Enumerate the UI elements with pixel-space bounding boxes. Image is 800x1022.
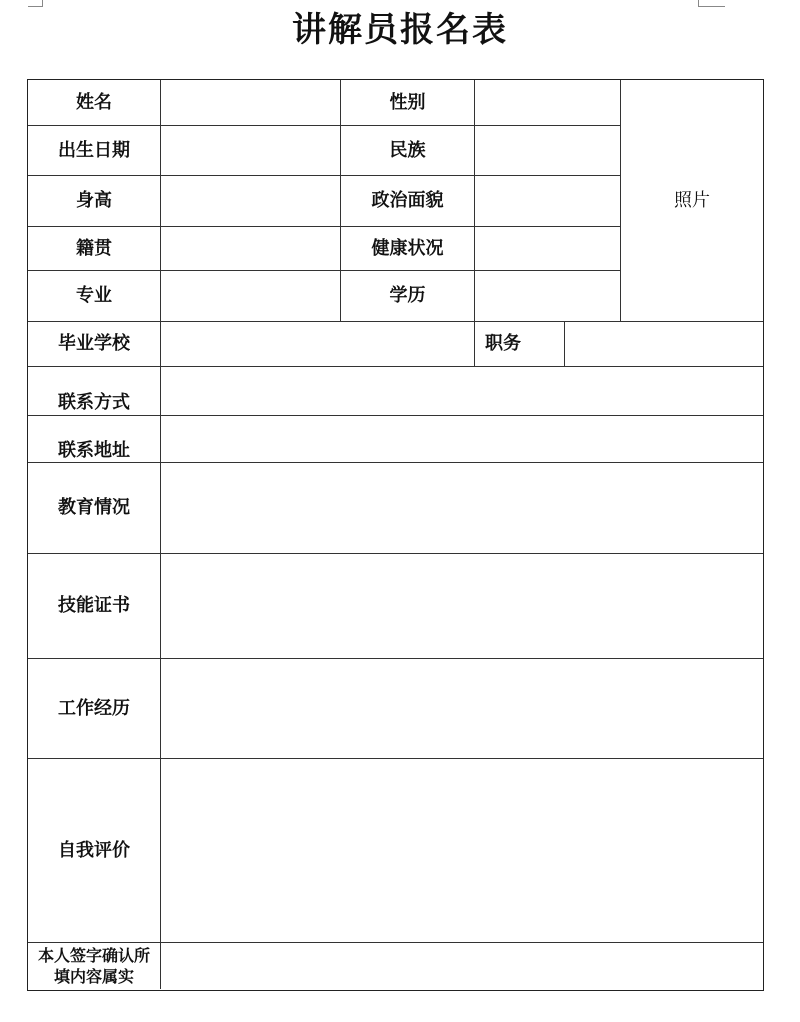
label-gender: 性别 xyxy=(341,80,475,126)
label-signature xyxy=(28,943,161,989)
address-field[interactable] xyxy=(161,416,763,463)
label-certificates: 技能证书 xyxy=(28,554,161,659)
native-place-field[interactable] xyxy=(161,227,341,271)
label-education: 教育情况 xyxy=(28,463,161,554)
education-field[interactable] xyxy=(161,463,763,554)
label-address: 联系地址 xyxy=(28,416,161,463)
page-corner-mark-right xyxy=(698,0,725,7)
label-education-level: 学历 xyxy=(341,271,475,322)
label-major: 专业 xyxy=(28,271,161,322)
label-position: 职务 xyxy=(475,322,565,367)
ethnicity-field[interactable] xyxy=(475,126,621,176)
self-evaluation-field[interactable] xyxy=(161,759,763,943)
signature-field[interactable] xyxy=(161,943,763,989)
registration-form-table xyxy=(27,79,764,991)
certificates-field[interactable] xyxy=(161,554,763,659)
height-field[interactable] xyxy=(161,176,341,227)
label-contact: 联系方式 xyxy=(28,367,161,416)
label-signature-line1: 本人签字确认所 xyxy=(37,946,150,965)
label-native-place: 籍贯 xyxy=(28,227,161,271)
political-status-field[interactable] xyxy=(475,176,621,227)
label-height: 身高 xyxy=(28,176,161,227)
work-history-field[interactable] xyxy=(161,659,763,759)
label-signature-line2: 填内容属实 xyxy=(53,967,134,986)
education-level-field[interactable] xyxy=(475,271,621,322)
position-field[interactable] xyxy=(565,322,763,367)
page-corner-mark-left xyxy=(28,0,43,7)
label-birth-date: 出生日期 xyxy=(28,126,161,176)
major-field[interactable] xyxy=(161,271,341,322)
gender-field[interactable] xyxy=(475,80,621,126)
health-field[interactable] xyxy=(475,227,621,271)
birth-date-field[interactable] xyxy=(161,126,341,176)
school-field[interactable] xyxy=(161,322,475,367)
contact-field[interactable] xyxy=(161,367,763,416)
name-field[interactable] xyxy=(161,80,341,126)
label-ethnicity: 民族 xyxy=(341,126,475,176)
label-work-history: 工作经历 xyxy=(28,659,161,759)
photo-box[interactable] xyxy=(621,80,763,322)
label-political-status: 政治面貌 xyxy=(341,176,475,227)
label-school: 毕业学校 xyxy=(28,322,161,367)
form-title: 讲解员报名表 xyxy=(292,10,508,50)
label-health: 健康状况 xyxy=(341,227,475,271)
label-self-evaluation: 自我评价 xyxy=(28,759,161,943)
label-name: 姓名 xyxy=(28,80,161,126)
label-photo: 照片 xyxy=(674,189,710,211)
